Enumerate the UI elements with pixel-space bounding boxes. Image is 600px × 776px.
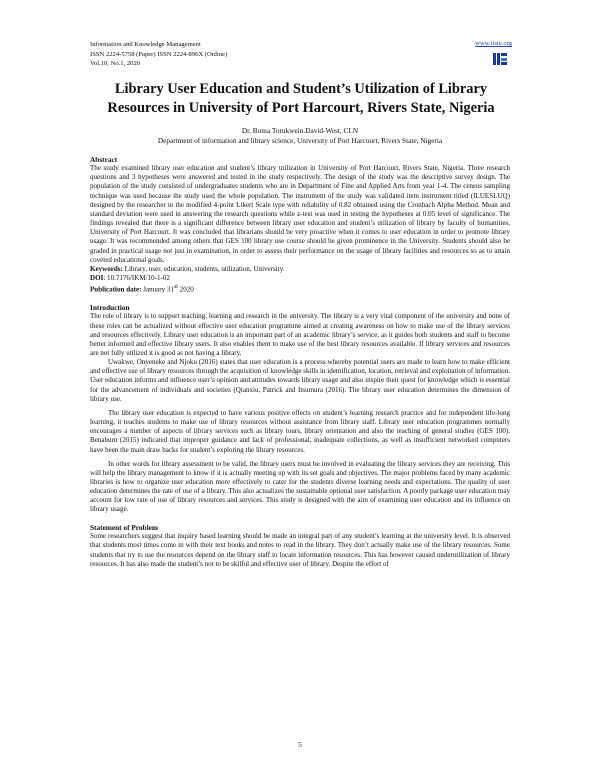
- statement-paragraph: Some researchers suggest that inquiry based learning should be made an integral part of any student’s learning at the university level. It is observed that students most times come in with their text books and notes to read in the library. They don’t actually make use of the library resources. Some students that try to use the resources depend on the library staff to locate information resources. This has however caused underutilization of library resources. It has also made the student’s not to be skilful and effective user of library. Despite the effort of: [90, 532, 510, 568]
- introduction-paragraph: Uwakwe, Onyeneke and Njoku (2016) states that user education is a process whereby potential users are made to learn how to make efficient and effective use of library resources through the acquisition of knowledge skills in identification, location, retrieval and exploitation of information. User education informs and influence user’s opinion and attitudes towards library usage and also inspire their quest for knowledge which is essential for the advancement of individuals and societies (Qianxiu, Patrick and Itsumura (2016). The library user education determines the dimension of library use.: [90, 358, 510, 403]
- author-affiliation: Department of information and library science, University of Port Harcourt, Rivers State, Nigeria: [157, 136, 443, 146]
- doi-label: DOI: [90, 274, 104, 283]
- pubdate-suffix: st: [173, 284, 178, 291]
- page-number: 5: [298, 740, 302, 749]
- journal-website-link[interactable]: www.iiste.org: [475, 40, 512, 47]
- pubdate-year: 2020: [177, 285, 194, 294]
- title-line-1: Library User Education and Student’s Utilization of Library: [114, 81, 488, 97]
- journal-header: [90, 40, 227, 69]
- abstract-heading: Abstract: [90, 155, 118, 164]
- abstract-text: The study examined library user education and student’s library utilization in University of Port Harcourt, Rivers State, Nigeria. Three research questions and 3 hypotheses were answered and tested in the study respectively. The design of the study was the descriptive survey design. The population of the study consisted of undergraduates students who are in Department of Fine and Applied Arts from year 1-4. The census sampling technique was used because the study used the whole population. The instrument of the study was validated item instrument titled (ILUESLUQ) designed by the researcher in the modified 4-point Likert Scale type with reliability of 0.82 obtained using the Cronbach Alpha Method. Mean and standard deviation were used in answering the research questions while z-test was used in testing the hypotheses at 0.05 level of significance. The findings revealed that there is a significant difference between library user education and student’s utilization of library by faculty of humanities, University of Port Harcourt. It was concluded that librarians should be very proactive when it comes to user education in order to promote library usage. It was recommended among others that GES 100 library use course should be given prominence in the University. Students should also be graded in practical usage not just in examination, in order to assess their performance on the usage of library facilities and resources so as to attain coveted educational goals.: [90, 164, 510, 264]
- introduction-paragraph: The role of library is to support teaching, learning and research in the university. The library is a very vital component of the university and none of these roles can be actualized without effective user education programme aimed at creating awareness on how to make use of the library services and resources effectively. Library user education is an important part of an academic library’s service, as it guides both students and staff to become better informed and effective library users. It also enables them to make use of the best library resources available. If library services and resources are not fully utilized it is good as not having a library.: [90, 312, 510, 357]
- keywords-value: Library, user, education, students, utilization, University.: [122, 264, 285, 273]
- pubdate-line: [90, 283, 510, 295]
- paper-title: [92, 80, 510, 118]
- title-line-2: Resources in University of Port Harcourt, Rivers State, Nigeria: [107, 100, 495, 116]
- doi-value[interactable]: : 10.7176/IKM/10-1-02: [103, 274, 170, 283]
- statement-heading: Statement of Problem: [90, 523, 158, 533]
- pubdate-label: Publication date:: [90, 285, 142, 294]
- doi-line: [90, 274, 510, 283]
- paper-body: [90, 155, 510, 569]
- journal-name: Information and Knowledge Management: [90, 41, 201, 48]
- introduction-paragraph: In other words for library assessment to be valid, the library users must be involved in evaluating the library services they are receiving. This will help the library management to know if it is actually meeting up with its set goals and objectives. The major problems faced by many academic libraries is how to organize user education more effectively to cater for the students diverse learning needs and expectations. The quality of user education determines the rate of use of a library. This also actualizes the sustainable optional user satisfaction. A poorly package user education may account for low rate of use of library resources and services. This study is designed with the aim of examining user education and its influence on library usage.: [90, 459, 510, 514]
- iiste-logo-icon: [492, 51, 508, 67]
- author-name: Dr. Boma Torukwein.David-West, CLN: [241, 126, 359, 135]
- introduction-paragraph: The library user education is expected to have various positive effects on student’s learning research practice and for independent life-long learning, it teaches students to make use of library resources without assistance from library staff. Library user education programmes normally encourages a number of aspects of library services such as library tours, library orientation and also the teaching of general studies (GES 100). Benaburn (2015) indicated that improper guidance and lack of professional, inadequate collections, as well as insufficient networked computers have been the main draw backs for student’s exploring the library resources.: [90, 408, 510, 454]
- journal-issn: ISSN 2224-5758 (Paper) ISSN 2224-896X (Online): [90, 50, 228, 58]
- keywords-label: Keywords:: [90, 264, 123, 273]
- keywords-line: [90, 265, 510, 274]
- introduction-heading: Introduction: [90, 303, 130, 313]
- journal-volume: Vol.10, No.1, 2020: [90, 60, 141, 68]
- author-block: [90, 126, 510, 147]
- pubdate-value: January 31: [141, 285, 174, 294]
